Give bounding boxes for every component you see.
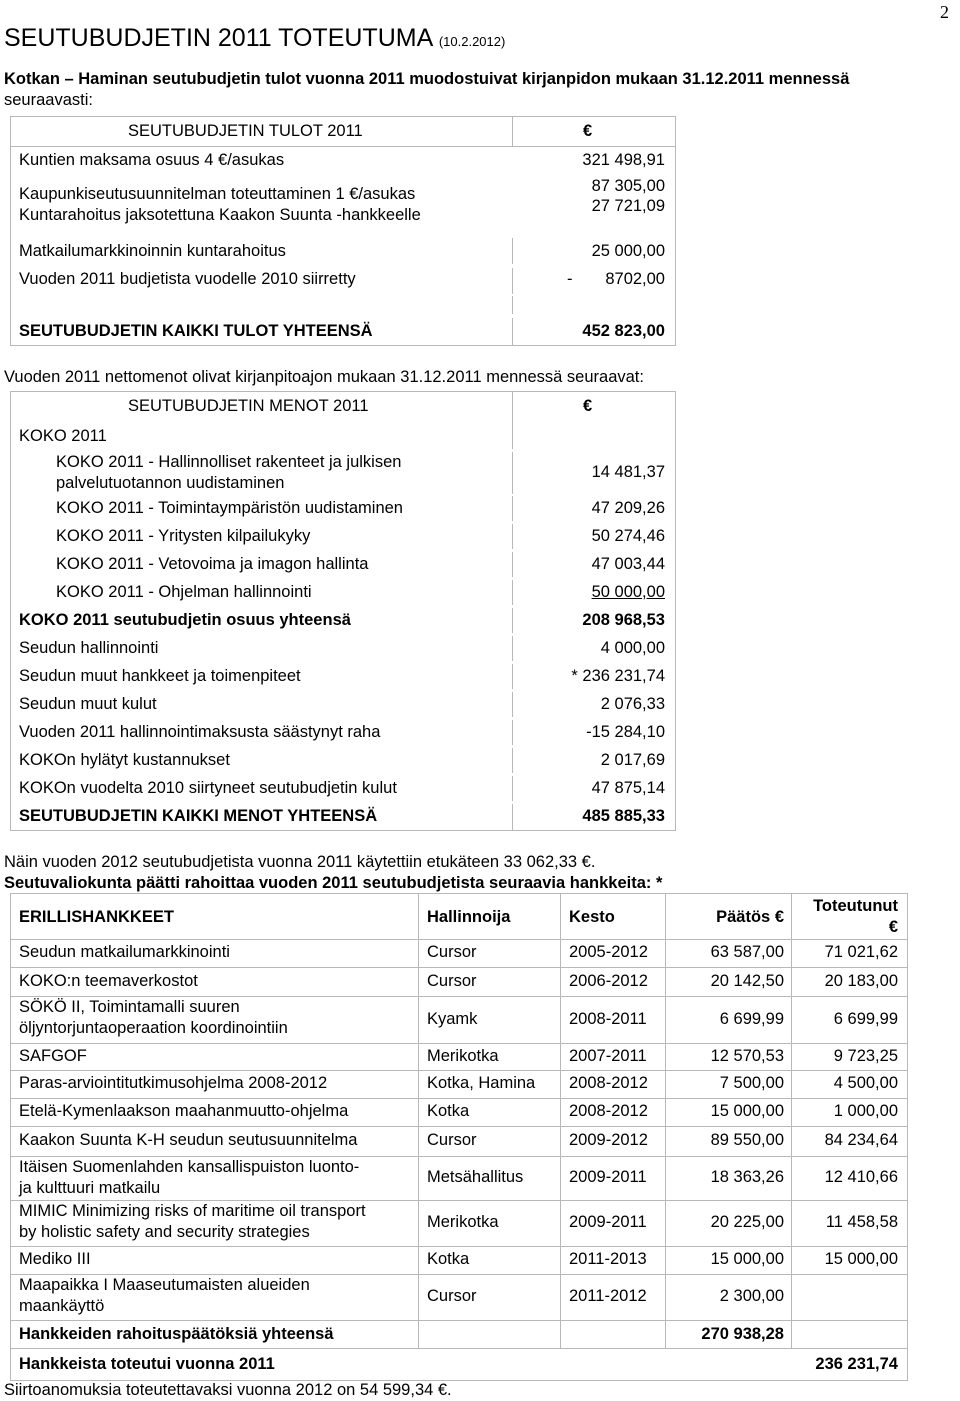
page-title bbox=[4, 24, 505, 53]
decisions-total-value: 270 938,28 bbox=[701, 1325, 784, 1343]
project-name: MIMIC Minimizing risks of maritime oil transport bbox=[19, 1202, 366, 1220]
page-number: 2 bbox=[940, 2, 949, 22]
project-admin: Merikotka bbox=[427, 1213, 499, 1231]
project-name: SÖKÖ II, Toimintamalli suuren bbox=[19, 998, 240, 1016]
expenses-currency: € bbox=[583, 397, 593, 415]
koko-row-value: 50 274,46 bbox=[591, 527, 665, 545]
project-decision: 6 699,99 bbox=[719, 1010, 784, 1028]
koko-row-label: KOKO 2011 - Toimintaympäristön uudistaminen bbox=[56, 499, 403, 517]
decisions-total-label: Hankkeiden rahoituspäätöksiä yhteensä bbox=[19, 1325, 334, 1343]
project-actual: 11 458,58 bbox=[825, 1213, 898, 1231]
project-admin: Metsähallitus bbox=[427, 1168, 524, 1186]
project-name: öljyntorjuntaoperaation koordinointiin bbox=[19, 1019, 288, 1037]
expense-row-label: Vuoden 2011 hallinnointimaksusta säästynyt raha bbox=[19, 723, 381, 741]
expenses-intro: Vuoden 2011 nettomenot olivat kirjanpitoajon mukaan 31.12.2011 mennessä seuraavat: bbox=[4, 368, 644, 386]
income-total-value: 452 823,00 bbox=[582, 322, 665, 340]
actual-total-value: 236 231,74 bbox=[815, 1355, 898, 1373]
income-row-value: 87 305,00 bbox=[591, 177, 665, 195]
project-period: 2011-2013 bbox=[569, 1250, 647, 1268]
expense-row-label: KOKOn hylätyt kustannukset bbox=[19, 751, 230, 769]
project-admin: Kyamk bbox=[427, 1010, 478, 1028]
projects-header-actual: Toteutunut bbox=[813, 897, 898, 915]
income-row-label: Kuntien maksama osuus 4 €/asukas bbox=[19, 151, 285, 169]
project-name: SAFGOF bbox=[19, 1047, 87, 1065]
project-name: Maapaikka I Maaseutumaisten alueiden bbox=[19, 1276, 310, 1294]
page-title-date: (10.2.2012) bbox=[438, 34, 506, 49]
expense-row-value: * 236 231,74 bbox=[571, 667, 665, 685]
project-name: Paras-arviointitutkimusohjelma 2008-2012 bbox=[19, 1074, 328, 1092]
income-currency: € bbox=[583, 122, 593, 140]
project-name: Mediko III bbox=[19, 1250, 91, 1268]
project-actual: 71 021,62 bbox=[824, 943, 898, 961]
project-name: by holistic safety and security strategies bbox=[19, 1223, 310, 1241]
expense-row-value: 47 875,14 bbox=[591, 779, 665, 797]
project-decision: 15 000,00 bbox=[710, 1102, 784, 1120]
income-total-label: SEUTUBUDJETIN KAIKKI TULOT YHTEENSÄ bbox=[19, 322, 373, 340]
project-name: Kaakon Suunta K-H seudun seutusuunnitelma bbox=[19, 1131, 358, 1149]
income-row-label: Kuntarahoitus jaksotettuna Kaakon Suunta -hankkeelle bbox=[19, 206, 421, 224]
income-title: SEUTUBUDJETIN TULOT 2011 bbox=[128, 122, 363, 140]
project-actual: 4 500,00 bbox=[833, 1074, 898, 1092]
project-actual: 6 699,99 bbox=[833, 1010, 898, 1028]
actual-total-label: Hankkeista toteutui vuonna 2011 bbox=[19, 1355, 275, 1373]
project-period: 2008-2012 bbox=[569, 1074, 648, 1092]
expense-row-value: 4 000,00 bbox=[600, 639, 665, 657]
project-admin: Cursor bbox=[427, 1131, 477, 1149]
koko-total-value: 208 968,53 bbox=[582, 611, 665, 629]
projects-header-period: Kesto bbox=[569, 908, 615, 926]
project-period: 2009-2011 bbox=[569, 1213, 647, 1231]
transfer-note: Siirtoanomuksia toteutettavaksi vuonna 2012 on 54 599,34 €. bbox=[4, 1381, 452, 1399]
project-admin: Kotka bbox=[427, 1102, 470, 1120]
project-period: 2011-2012 bbox=[569, 1287, 647, 1305]
income-row-label: Vuoden 2011 budjetista vuodelle 2010 siirretty bbox=[19, 270, 356, 288]
project-period: 2007-2011 bbox=[569, 1047, 647, 1065]
koko-row-label: KOKO 2011 - Vetovoima ja imagon hallinta bbox=[56, 555, 369, 573]
project-decision: 20 142,50 bbox=[710, 972, 784, 990]
project-admin: Merikotka bbox=[427, 1047, 499, 1065]
project-name: ja kulttuuri matkailu bbox=[19, 1179, 161, 1197]
project-decision: 15 000,00 bbox=[710, 1250, 784, 1268]
project-name: Seudun matkailumarkkinointi bbox=[19, 943, 230, 961]
expense-row-value: 2 076,33 bbox=[600, 695, 665, 713]
project-actual: 1 000,00 bbox=[833, 1102, 898, 1120]
expenses-total-label: SEUTUBUDJETIN KAIKKI MENOT YHTEENSÄ bbox=[19, 807, 378, 825]
koko-row-label: KOKO 2011 - Ohjelman hallinnointi bbox=[56, 583, 312, 601]
project-admin: Cursor bbox=[427, 943, 477, 961]
koko-row-value: 50 000,00 bbox=[591, 583, 665, 601]
intro-line-1: Kotkan – Haminan seutubudjetin tulot vuonna 2011 muodostuivat kirjanpidon mukaan 31.12.2011 mennessä bbox=[4, 70, 850, 88]
expense-row-value: -15 284,10 bbox=[586, 723, 665, 741]
project-actual: 20 183,00 bbox=[824, 972, 898, 990]
income-row-label: Matkailumarkkinoinnin kuntarahoitus bbox=[19, 242, 286, 260]
project-period: 2005-2012 bbox=[569, 943, 648, 961]
expense-row-label: KOKOn vuodelta 2010 siirtyneet seutubudjetin kulut bbox=[19, 779, 397, 797]
expense-row-label: Seudun hallinnointi bbox=[19, 639, 159, 657]
page-title-text: SEUTUBUDJETIN 2011 TOTEUTUMA bbox=[4, 24, 432, 52]
project-admin: Kotka bbox=[427, 1250, 470, 1268]
project-decision: 20 225,00 bbox=[710, 1213, 784, 1231]
expenses-title: SEUTUBUDJETIN MENOT 2011 bbox=[128, 397, 369, 415]
project-decision: 2 300,00 bbox=[719, 1287, 784, 1305]
project-period: 2009-2012 bbox=[569, 1131, 648, 1149]
advance-note: Näin vuoden 2012 seutubudjetista vuonna 2011 käytettiin etukäteen 33 062,33 €. bbox=[4, 853, 596, 871]
project-period: 2008-2011 bbox=[569, 1010, 647, 1028]
committee-note: Seutuvaliokunta päätti rahoittaa vuoden 2011 seutubudjetista seuraavia hankkeita: * bbox=[4, 874, 663, 892]
project-actual: 84 234,64 bbox=[824, 1131, 898, 1149]
expense-row-label: Seudun muut kulut bbox=[19, 695, 157, 713]
koko-row-label: palvelutuotannon uudistaminen bbox=[56, 474, 285, 492]
project-actual: 15 000,00 bbox=[824, 1250, 898, 1268]
project-decision: 18 363,26 bbox=[710, 1168, 784, 1186]
koko-total-label: KOKO 2011 seutubudjetin osuus yhteensä bbox=[19, 611, 351, 629]
projects-header-name: ERILLISHANKKEET bbox=[19, 908, 174, 926]
projects-header-actual-currency: € bbox=[888, 918, 898, 936]
project-period: 2006-2012 bbox=[569, 972, 648, 990]
project-period: 2009-2011 bbox=[569, 1168, 647, 1186]
koko-row-label: KOKO 2011 - Yritysten kilpailukyky bbox=[56, 527, 311, 545]
income-row-sign: - bbox=[567, 270, 573, 288]
projects-header-decision: Päätös € bbox=[716, 908, 784, 926]
project-admin: Cursor bbox=[427, 972, 477, 990]
projects-header-admin: Hallinnoija bbox=[427, 908, 511, 926]
project-period: 2008-2012 bbox=[569, 1102, 648, 1120]
project-decision: 7 500,00 bbox=[719, 1074, 784, 1092]
income-row-value: 25 000,00 bbox=[591, 242, 665, 260]
project-decision: 89 550,00 bbox=[710, 1131, 784, 1149]
koko-row-value: 14 481,37 bbox=[591, 463, 665, 481]
expenses-total-value: 485 885,33 bbox=[582, 807, 665, 825]
income-row-value: 8702,00 bbox=[605, 270, 665, 288]
koko-row-label: KOKO 2011 - Hallinnolliset rakenteet ja julkisen bbox=[56, 453, 402, 471]
income-row-value: 27 721,09 bbox=[591, 197, 665, 215]
project-name: KOKO:n teemaverkostot bbox=[19, 972, 198, 990]
income-row-label: Kaupunkiseutusuunnitelman toteuttaminen 1 €/asukas bbox=[19, 185, 416, 203]
expense-row-label: Seudun muut hankkeet ja toimenpiteet bbox=[19, 667, 301, 685]
project-actual: 9 723,25 bbox=[833, 1047, 898, 1065]
intro-line-2: seuraavasti: bbox=[4, 91, 93, 109]
koko-row-value: 47 209,26 bbox=[591, 499, 665, 517]
project-admin: Kotka, Hamina bbox=[427, 1074, 536, 1092]
project-admin: Cursor bbox=[427, 1287, 477, 1305]
project-decision: 63 587,00 bbox=[710, 943, 784, 961]
project-actual: 12 410,66 bbox=[824, 1168, 898, 1186]
koko-row-value: 47 003,44 bbox=[591, 555, 665, 573]
expense-row-value: 2 017,69 bbox=[600, 751, 665, 769]
income-row-value: 321 498,91 bbox=[582, 151, 665, 169]
project-name: Itäisen Suomenlahden kansallispuiston luonto- bbox=[19, 1158, 360, 1176]
project-name: Etelä-Kymenlaakson maahanmuutto-ohjelma bbox=[19, 1102, 349, 1120]
project-decision: 12 570,53 bbox=[710, 1047, 784, 1065]
project-name: maankäyttö bbox=[19, 1297, 105, 1315]
koko-heading: KOKO 2011 bbox=[19, 427, 107, 445]
